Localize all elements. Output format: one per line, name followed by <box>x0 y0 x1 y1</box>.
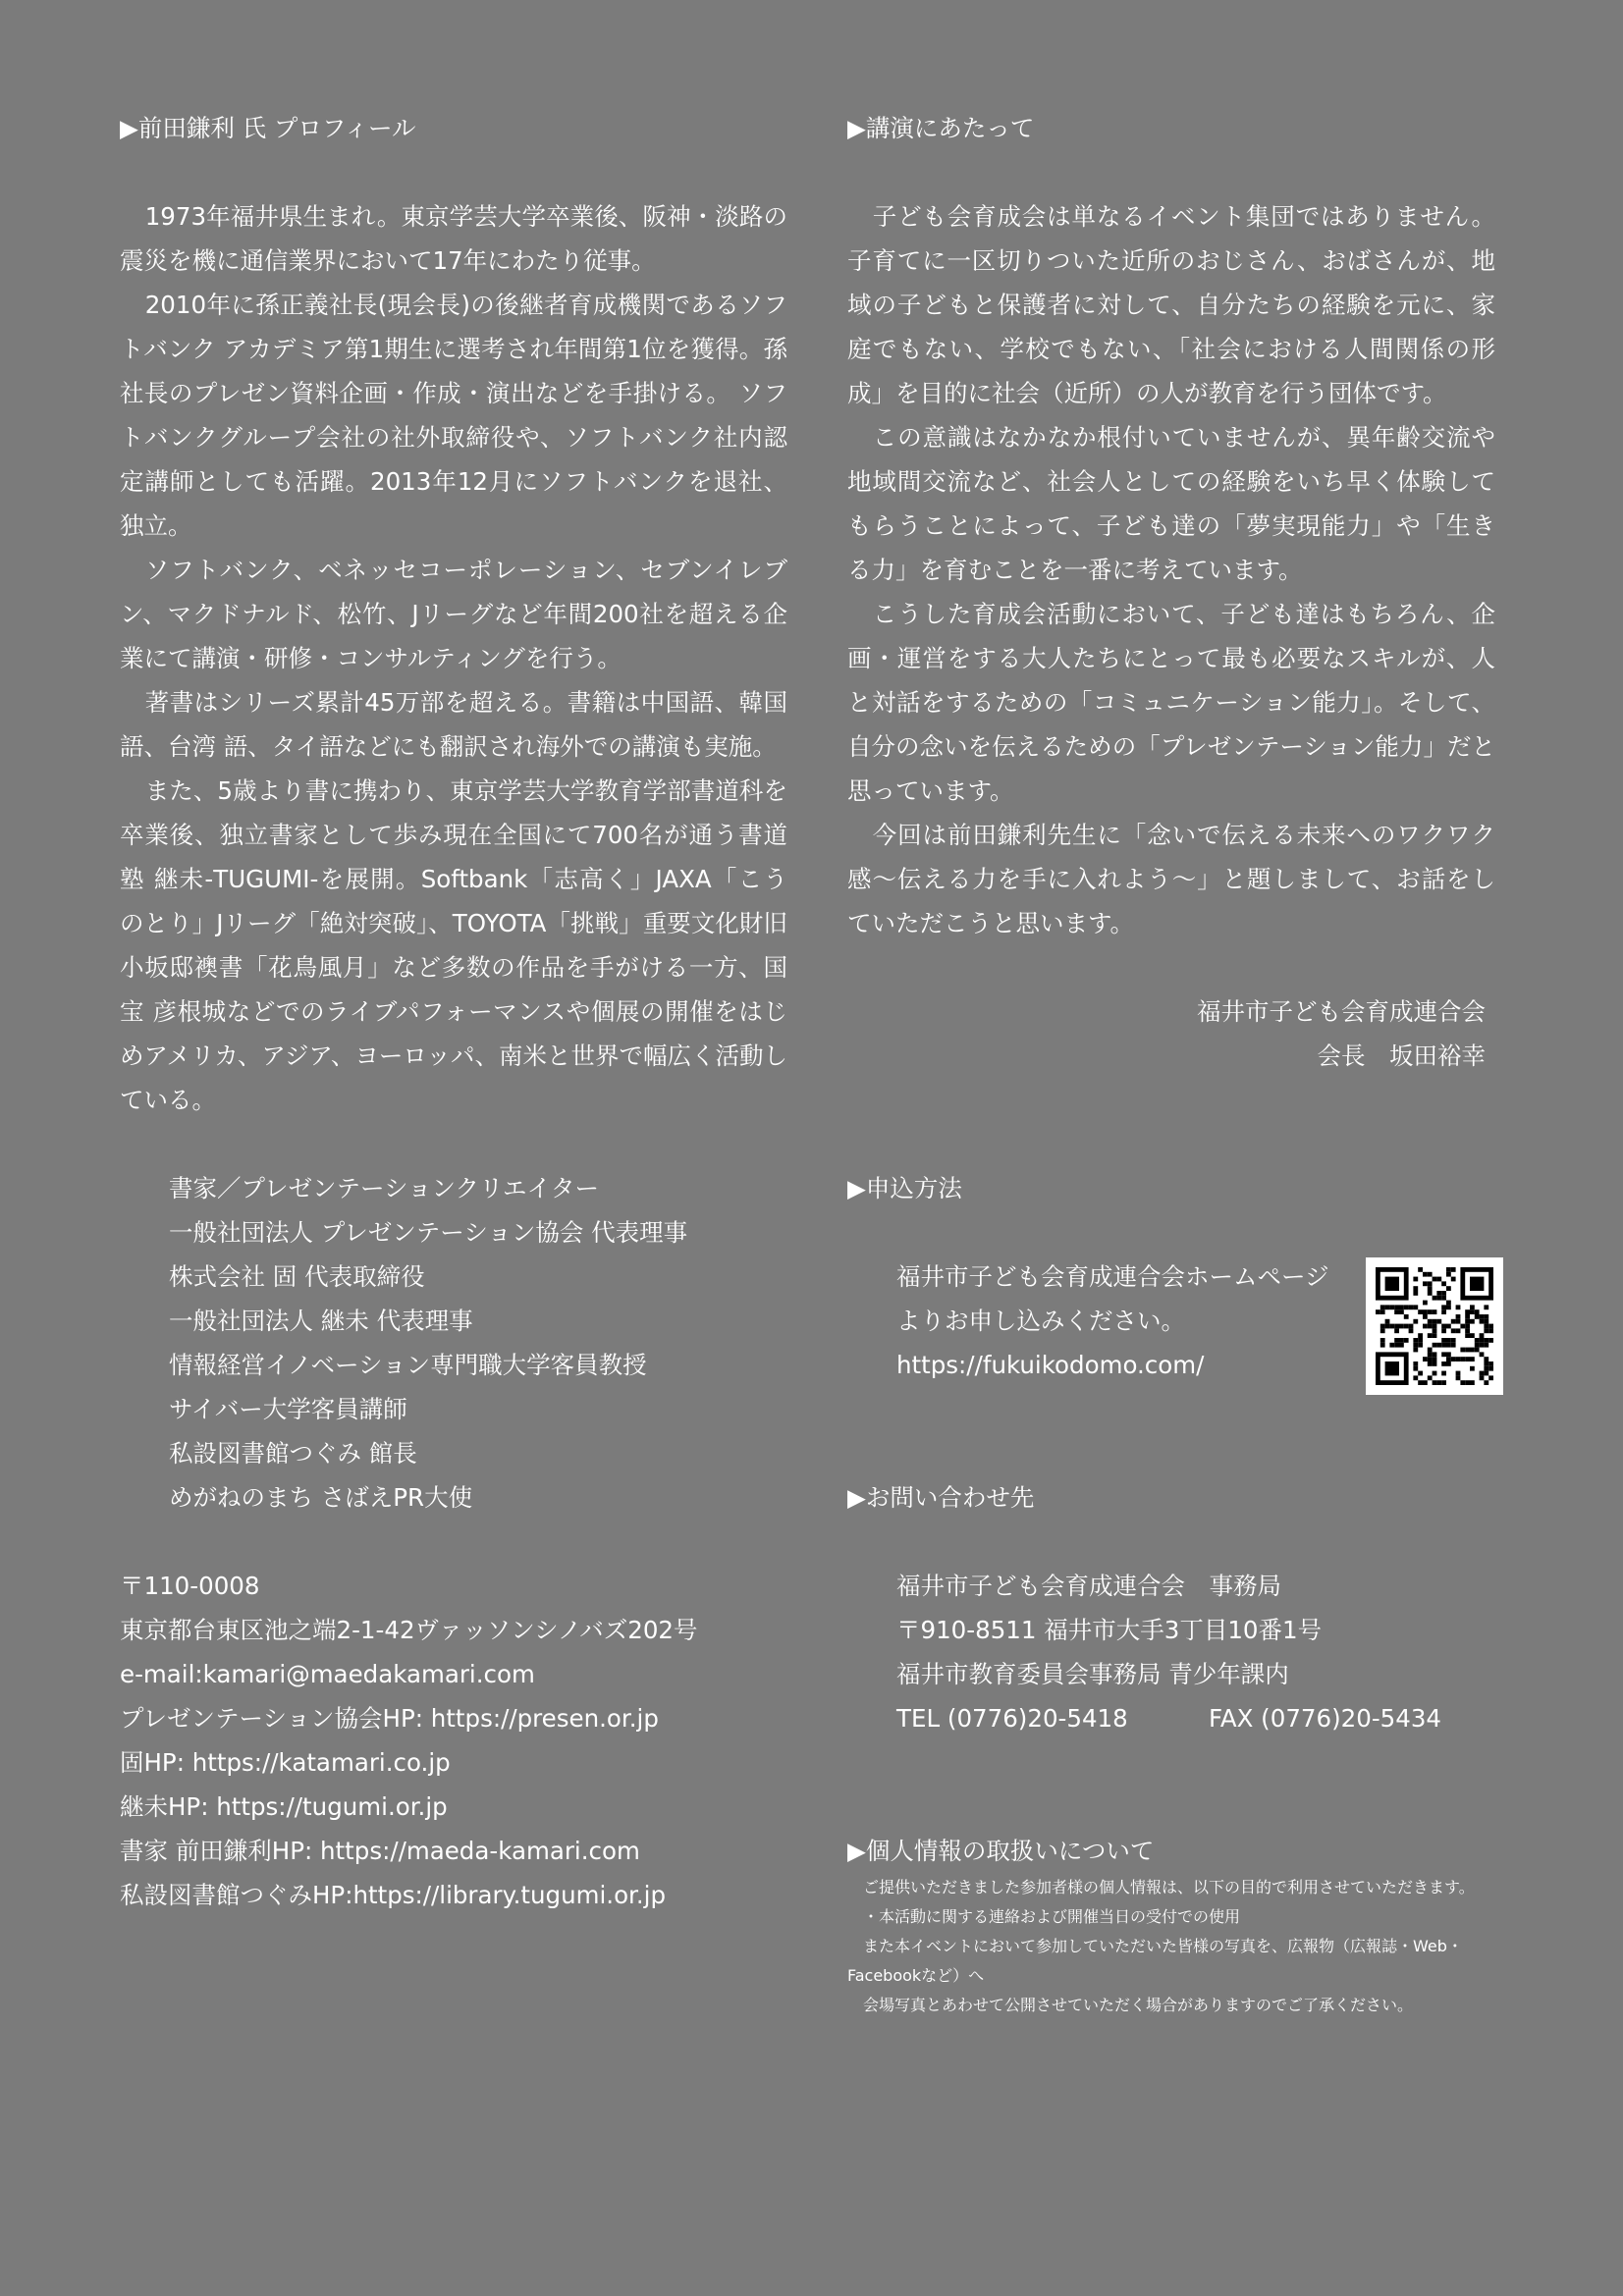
signature-org: 福井市子ども会育成連合会 <box>1197 997 1486 1026</box>
inquiry-dept: 福井市教育委員会事務局 青少年課内 <box>896 1660 1289 1688</box>
profile-paragraph: また、5歳より書に携わり、東京学芸大学教育学部書道科を卒業後、独立書家として歩み現在全国にて700名が通う書道塾 継未-TUGUMI-を展開。Softbank「志高く」JAXA「こうのとり」Jリーグ「絶対突破」、TOYOTA「挑戦」重要文化財旧小坂邸襖書「花鳥風月」など多数の作品を手がける一方、国宝 彦根城などでのライブパフォーマンスや個展の開催をはじめアメリカ、アジア、ヨーロッパ、南米と世界で幅広く活動している。 <box>120 776 787 1114</box>
privacy-block <box>847 1829 1495 2020</box>
privacy-heading: ▶個人情報の取扱いについて <box>847 1837 1155 1865</box>
apply-url-link[interactable]: https://fukuikodomo.com/ <box>896 1351 1205 1379</box>
apply-line: よりお申し込みください。 <box>896 1307 1185 1335</box>
profile-paragraph: 1973年福井県生まれ。東京学芸大学卒業後、阪神・淡路の震災を機に通信業界において17年にわたり従事。 <box>120 202 787 275</box>
signature-name: 会長 坂田裕幸 <box>1317 1041 1486 1070</box>
profile-contact <box>120 1564 787 1917</box>
title-item: 一般社団法人 プレゼンテーション協会 代表理事 <box>169 1218 688 1247</box>
privacy-line: ・本活動に関する連絡および開催当日の受付での使用 <box>863 1907 1241 1926</box>
katamari-hp-link[interactable]: 固HP: https://katamari.co.jp <box>120 1748 451 1777</box>
maeda-kamari-hp-link[interactable]: 書家 前田鎌利HP: https://maeda-kamari.com <box>120 1837 640 1865</box>
postal-code: 〒110-0008 <box>120 1572 260 1600</box>
lecture-paragraph: こうした育成会活動において、子ども達はもちろん、企画・運営をする大人たちにとって最も必要なスキルが、人と対話をするための「コミュニケーション能力」。そして、自分の念いを伝えるための「プレゼンテーション能力」だと思っています。 <box>847 600 1495 805</box>
email-link[interactable]: e-mail:kamari@maedakamari.com <box>120 1660 535 1688</box>
privacy-line: ご提供いただきました参加者様の個人情報は、以下の目的で利用させていただきます。 <box>863 1878 1475 1896</box>
inquiry-block <box>847 1564 1495 1740</box>
apply-line: 福井市子ども会育成連合会ホームページ <box>896 1262 1329 1291</box>
tel-number[interactable]: TEL (0776)20-5418 <box>896 1704 1128 1733</box>
privacy-line: Facebookなど）へ <box>847 1966 985 1985</box>
title-item: 情報経営イノベーション専門職大学客員教授 <box>169 1351 647 1379</box>
presen-hp-link[interactable]: プレゼンテーション協会HP: https://presen.or.jp <box>120 1704 659 1733</box>
title-item: 株式会社 固 代表取締役 <box>169 1262 425 1291</box>
apply-block <box>847 1255 1495 1387</box>
title-item: 一般社団法人 継未 代表理事 <box>169 1307 473 1335</box>
library-hp-link[interactable]: 私設図書館つぐみHP:https://library.tugumi.or.jp <box>120 1881 667 1909</box>
apply-heading: ▶申込方法 <box>847 1174 962 1202</box>
profile-paragraph: 著書はシリーズ累計45万部を超える。書籍は中国語、韓国語、台湾 語、タイ語などにも翻訳され海外での講演も実施。 <box>120 688 787 761</box>
inquiry-address: 〒910-8511 福井市大手3丁目10番1号 <box>896 1616 1323 1644</box>
lecture-paragraph: 子ども会育成会は単なるイベント集団ではありません。子育てに一区切りついた近所のおじさん、おばさんが、地域の子どもと保護者に対して、自分たちの経験を元に、家庭でもない、学校でもない、「社会における人間関係の形成」を目的に社会（近所）の人が教育を行う団体です。 <box>847 202 1495 407</box>
address: 東京都台東区池之端2-1-42ヴァッソンシノバズ202号 <box>120 1616 698 1644</box>
title-item: サイバー大学客員講師 <box>169 1395 407 1423</box>
inquiry-phone-row <box>896 1696 1495 1740</box>
title-item: 書家／プレゼンテーションクリエイター <box>169 1174 600 1202</box>
inquiry-heading: ▶お問い合わせ先 <box>847 1483 1035 1512</box>
tugumi-hp-link[interactable]: 継未HP: https://tugumi.or.jp <box>120 1792 448 1821</box>
qr-code-icon[interactable] <box>1366 1257 1503 1395</box>
privacy-line: 会場写真とあわせて公開させていただく場合がありますのでご了承ください。 <box>863 1996 1414 2014</box>
title-item: 私設図書館つぐみ 館長 <box>169 1439 417 1468</box>
lecture-heading: ▶講演にあたって <box>847 114 1035 142</box>
profile-column <box>120 106 787 1917</box>
privacy-line: また本イベントにおいて参加していただいた皆様の写真を、広報物（広報誌・Web・ <box>863 1937 1463 1955</box>
title-item: めがねのまち さばえPR大使 <box>169 1483 473 1512</box>
lecture-paragraph: 今回は前田鎌利先生に「念いで伝える未来へのワクワク感〜伝える力を手に入れよう〜」と題しまして、お話をしていただこうと思います。 <box>847 821 1495 937</box>
lecture-paragraph: この意識はなかなか根付いていませんが、異年齢交流や地域間交流など、社会人としての経験をいち早く体験してもらうことによって、子ども達の「夢実現能力」や「生きる力」を育むことを一番に考えています。 <box>847 423 1495 584</box>
profile-heading: ▶前田鎌利 氏 プロフィール <box>120 114 416 142</box>
right-column <box>847 106 1495 2020</box>
fax-number: FAX (0776)20-5434 <box>1209 1704 1442 1733</box>
profile-paragraph: 2010年に孫正義社長(現会長)の後継者育成機関であるソフトバンク アカデミア第1期生に選考され年間第1位を獲得。孫社長のプレゼン資料企画・作成・演出などを手掛ける。 ソフトバンクグループ会社の社外取締役や、ソフトバンク社内認定講師としても活躍。2013年12月にソフトバンクを退社、独立。 <box>120 291 787 540</box>
inquiry-org: 福井市子ども会育成連合会 事務局 <box>896 1572 1281 1600</box>
profile-titles <box>120 1166 787 1520</box>
profile-paragraph: ソフトバンク、ベネッセコーポレーション、セブンイレブン、マクドナルド、松竹、Jリーグなど年間200社を超える企業にて講演・研修・コンサルティングを行う。 <box>120 556 787 672</box>
